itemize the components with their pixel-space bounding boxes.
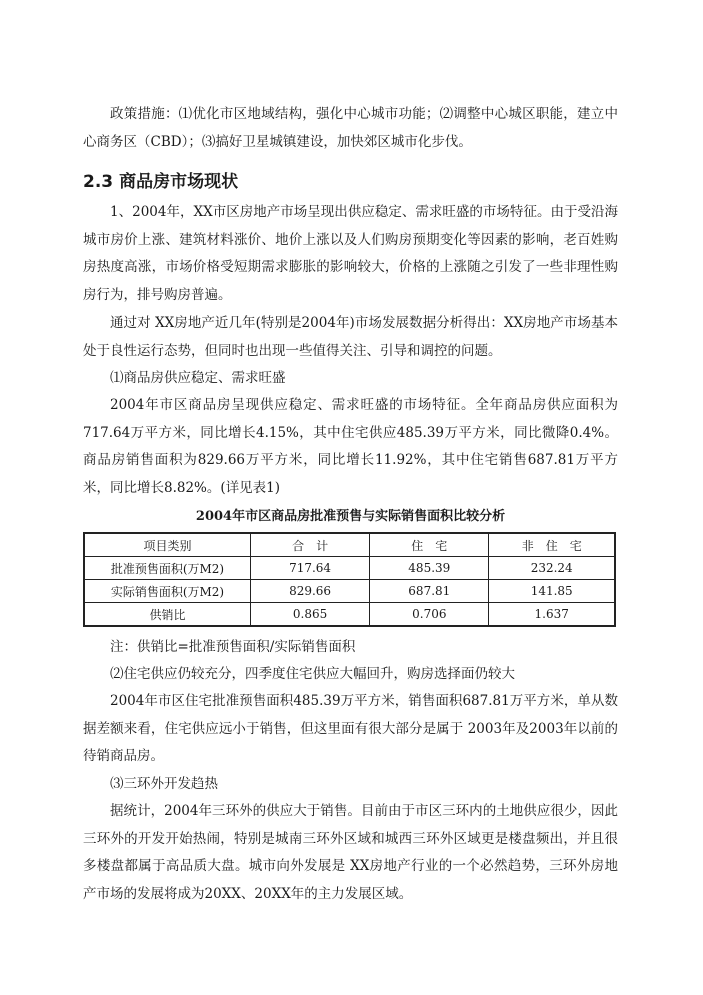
row-label: 供销比 [84,603,250,627]
cell-non-residential: 232.24 [489,557,615,580]
table-header-row [84,533,615,557]
cell-total: 0.865 [250,603,369,627]
section-title: 商品房市场现状 [119,172,239,192]
table-title: 2004年市区商品房批准预售与实际销售面积比较分析 [195,509,506,524]
section-number: 2.3 [83,172,114,192]
section-heading [83,167,238,192]
cell-residential: 0.706 [370,603,489,627]
cell-residential: 485.39 [370,557,489,580]
header-category: 项目类别 [84,533,250,557]
cell-total: 829.66 [250,580,369,603]
cell-residential: 687.81 [370,580,489,603]
paragraph-supply-stats: 2004年市区商品房呈现供应稳定、需求旺盛的市场特征。全年商品房供应面积为717.64万平方米，同比增长4.15%，其中住宅供应485.39万平方米，同比微降0.4%。商品房销售面积为829.66万平方米，同比增长11.92%，其中住宅销售687.81万平方米，同比增长8.82%。(详见表1) [83,397,618,496]
header-total: 合 计 [250,533,369,557]
header-non-residential: 非 住 宅 [489,533,615,557]
policy-paragraph: 政策措施：⑴优化市区地域结构，强化中心城市功能；⑵调整中心城区职能，建立中心商务区（CBD）；⑶搞好卫星城镇建设，加快郊区城市化步伐。 [83,106,618,150]
paragraph-residential-stats: 2004年市区住宅批准预售面积485.39万平方米，销售面积687.81万平方米，单从数据差额来看，住宅供应远小于销售，但这里面有很大部分是属于 2003年及2003年以前的待销商品房。 [83,693,618,764]
table-row [84,580,615,603]
table-note: 注：供销比=批准预售面积/实际销售面积 [110,639,356,655]
row-label: 实际销售面积(万M2) [84,580,250,603]
table-row [84,557,615,580]
table-row [84,603,615,627]
cell-non-residential: 1.637 [489,603,615,627]
paragraph-ring-development: 据统计，2004年三环外的供应大于销售。目前由于市区三环内的土地供应很少，因此三环外的开发开始热闹，特别是城南三环外区域和城西三环外区域更是楼盘频出，并且很多楼盘都属于高品质大盘。城市向外发展是 XX房地产行业的一个必然趋势，三环外房地产市场的发展将成为20XX、20XX年的主力发展区域。 [83,803,618,902]
cell-total: 717.64 [250,557,369,580]
paragraph-subheading-supply: ⑴商品房供应稳定、需求旺盛 [110,370,286,386]
header-residential: 住 宅 [370,533,489,557]
paragraph-subheading-residential: ⑵住宅供应仍较充分，四季度住宅供应大幅回升，购房选择面仍较大 [110,666,515,682]
comparison-table [83,532,616,627]
paragraph-market-overview: 1、2004年，XX市区房地产市场呈现出供应稳定、需求旺盛的市场特征。由于受沿海城市房价上涨、建筑材料涨价、地价上涨以及人们购房预期变化等因素的影响，老百姓购房热度高涨，市场价格受短期需求膨胀的影响较大，价格的上涨随之引发了一些非理性购房行为，排号购房普遍。 [83,204,618,303]
paragraph-data-analysis: 通过对 XX房地产近几年(特别是2004年)市场发展数据分析得出：XX房地产市场基本处于良性运行态势，但同时也出现一些值得关注、引导和调控的问题。 [83,315,618,359]
row-label: 批准预售面积(万M2) [84,557,250,580]
paragraph-subheading-ring: ⑶三环外开发趋热 [110,776,218,792]
cell-non-residential: 141.85 [489,580,615,603]
